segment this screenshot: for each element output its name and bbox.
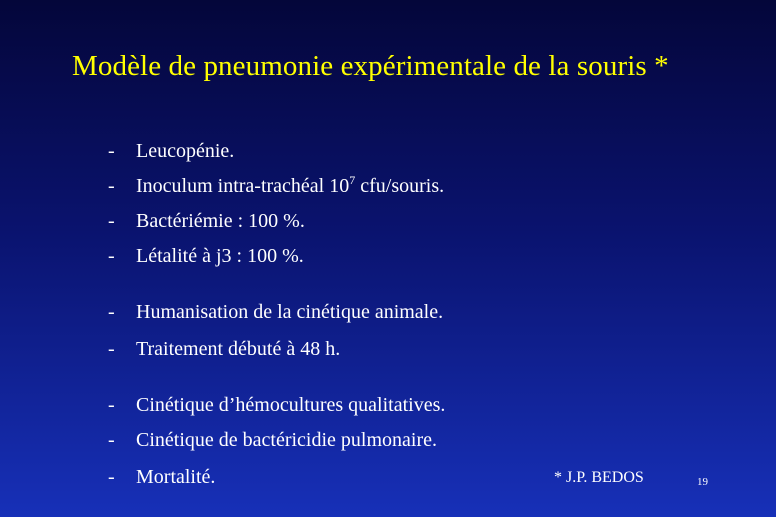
bullet-marker: - bbox=[108, 338, 115, 360]
bullet-text: Humanisation de la cinétique animale. bbox=[136, 301, 444, 323]
bullet-marker: - bbox=[108, 140, 115, 162]
bullet-leucopenie bbox=[108, 139, 234, 163]
superscript-exponent: 7 bbox=[349, 173, 356, 187]
bullet-inoculum bbox=[108, 174, 444, 198]
bullet-text: Traitement débuté à 48 h. bbox=[136, 338, 341, 360]
bullet-text-after: cfu/souris. bbox=[355, 175, 445, 197]
bullet-marker: - bbox=[108, 466, 115, 488]
bullet-bacteriemie bbox=[108, 209, 305, 233]
bullet-bactericidie bbox=[108, 428, 437, 452]
bullet-mortalite bbox=[108, 465, 215, 489]
bullet-text: Mortalité. bbox=[136, 466, 216, 488]
bullet-humanisation bbox=[108, 300, 443, 324]
bullet-marker: - bbox=[108, 394, 115, 416]
bullet-text: Leucopénie. bbox=[136, 140, 235, 162]
bullet-marker: - bbox=[108, 429, 115, 451]
bullet-marker: - bbox=[108, 210, 115, 232]
bullet-text: Bactériémie : 100 %. bbox=[136, 210, 305, 232]
slide-title: Modèle de pneumonie expérimentale de la souris * bbox=[72, 50, 669, 82]
bullet-letalite bbox=[108, 244, 304, 268]
bullet-text: Létalité à j3 : 100 %. bbox=[136, 245, 304, 267]
page-number: 19 bbox=[697, 476, 708, 488]
bullet-hemocultures bbox=[108, 393, 445, 417]
bullet-text: Cinétique de bactéricidie pulmonaire. bbox=[136, 429, 437, 451]
bullet-marker: - bbox=[108, 245, 115, 267]
bullet-traitement bbox=[108, 337, 340, 361]
bullet-marker: - bbox=[108, 175, 115, 197]
author-note: * J.P. BEDOS bbox=[554, 469, 644, 486]
bullet-text: Cinétique d’hémocultures qualitatives. bbox=[136, 394, 446, 416]
bullet-text: Inoculum intra-trachéal 10 bbox=[136, 175, 350, 197]
bullet-marker: - bbox=[108, 301, 115, 323]
bullet-list bbox=[108, 0, 628, 517]
